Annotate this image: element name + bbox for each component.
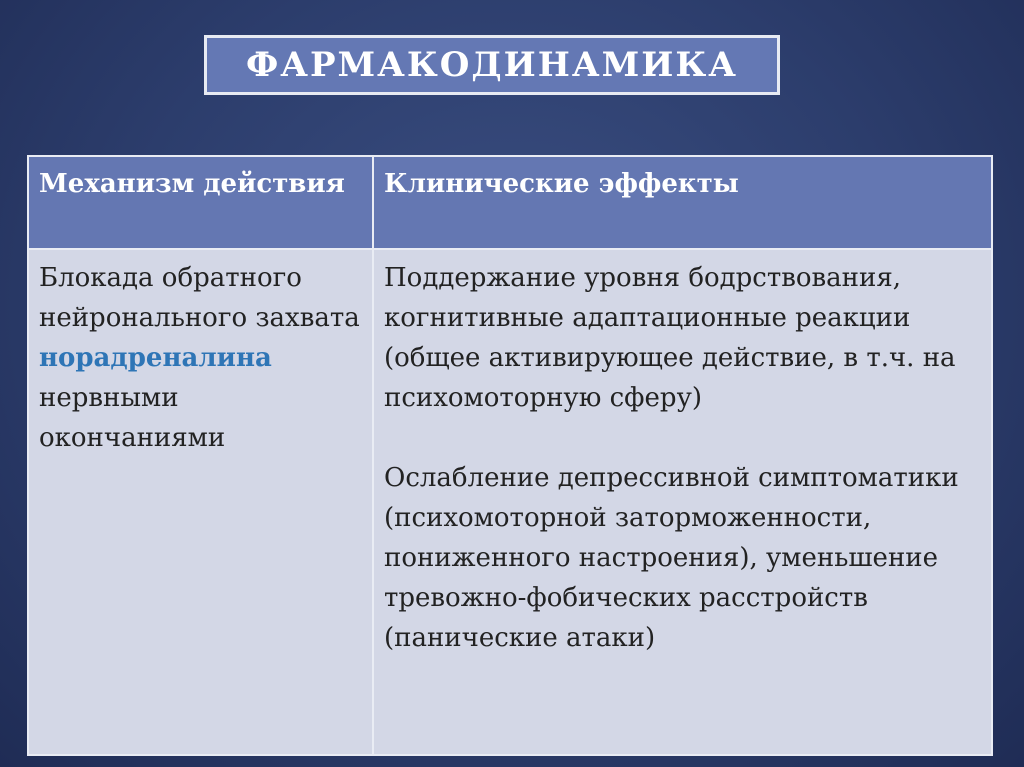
header-mechanism: Механизм действия: [28, 156, 373, 249]
mechanism-cell: [28, 249, 373, 755]
table-row: [28, 249, 992, 755]
effect-paragraph: Ослабление депрессивной симптоматики (психомоторной заторможенности, пониженного настроения), уменьшение тревожно-фобических расстройств (панические атаки): [384, 463, 959, 653]
header-effects: Клинические эффекты: [373, 156, 992, 249]
mechanism-text-before: Блокада обратного нейронального захвата: [39, 263, 360, 333]
table-header-row: [28, 156, 992, 249]
effect-paragraph: Поддержание уровня бодрствования, когнитивные адаптационные реакции (общее активирующее действие, в т.ч. на психомоторную сферу): [384, 263, 956, 413]
pharmacodynamics-table: [27, 155, 993, 756]
page-title: ФАРМАКОДИНАМИКА: [246, 45, 738, 85]
mechanism-text-after: нервными окончаниями: [39, 383, 226, 453]
mechanism-highlight: норадреналина: [39, 343, 272, 373]
effects-cell: [373, 249, 992, 755]
title-box: [204, 35, 780, 95]
